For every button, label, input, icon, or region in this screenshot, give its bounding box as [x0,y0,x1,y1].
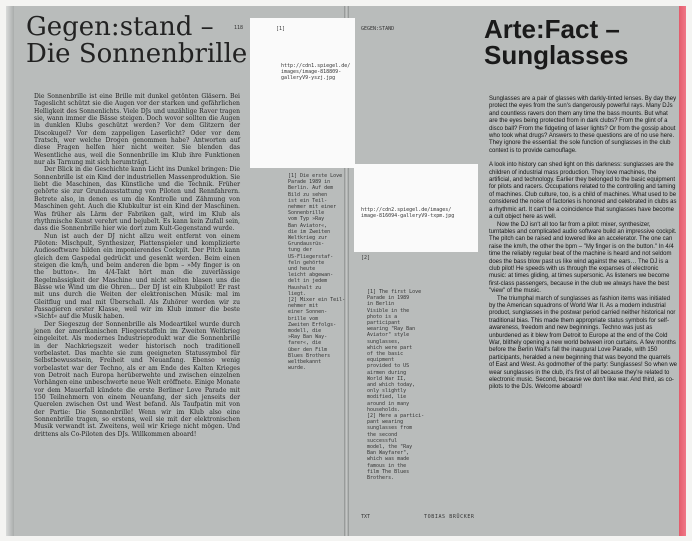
right-paragraph-2: Now the DJ isn't all too far from a pilot: mixer, synthesizer, turntables and complicated audio software build an impressive cockpit. The pitch can be raised and lowered like an accelerator. The one can raise the km/h, the other the bpm – "My finger is on the button." In 4/4 time the reliably regular beat of the machine is heard and not seldom does the bass blow past us like wind against the ears… The DJ is a club pilot! He speeds with us through the expanses of electronic music: at times gliding, at times supersonic. As listeners we become first-class passengers, because in the club we always have the best "view" of the music. [489,221,677,295]
page-number: 118 [234,25,244,31]
left-title [26,14,256,68]
right-title-line1: Arte:Fact – [484,14,620,44]
caption-german: [1] Die erste Love Parade 1989 in Berlin. Auf dem Bild zu sehen ist ein Teil- nehmer mit einer Sonnenbrille vom Typ »Ray Ban Aviator«, die im Zweiten Weltkrieg zur Grundausrüs- tung der US-Fliegerstaf- feln gehörte und heute leicht abgewan- delt in jedem Haushalt zu liegt. [2] Mixer ein Teil- nehmer mit einer Sonnen- brille vom Zweiten Erfolgs- modell, die »Ray Ban Way- farer«, die über den Film Blues Brothers weltbekannt wurde. [288,173,346,372]
right-title [484,16,684,68]
left-body-text [34,93,240,438]
caption-english: [1] The first Love Parade in 1989 in Berlin Visible in the photo is a participant wearing "Ray Ban Aviator" style sunglasses, which were part of the basic equipment provided to US airmen during World War II, and which today, only slightly modified, lie around in many households. [2] Here a partici- pant wearing sunglasses from the second successful model, the "Ray Ban Wayfarer", which was made famous in the film The Blues Brothers. [367,289,425,482]
figure-url-2: http://cdn2.spiegel.de/images/ image-816094-galleryV9-txpm.jpg [361,207,455,220]
left-paragraph-4: Der Siegeszug der Sonnenbrille als Modeartikel wurde durch jenen der amerikanischen Fliegerstaffeln im Zweiten Weltkrieg eingeleitet. Als modernes Industrieprodukt war die Sonnenbrille in der Nachkriegszeit weder historisch noch traditionell vorbelastet. Das machte sie zum geeigneten Statussymbol für Selbstbewusstsein, Freiheit und Neuanfang. Ebenso wenig vorbelastet war der Techno, als er am Ende des Kalten Krieges von Detroit nach Europa herüberwehte und zwischen einzelnen Vorhängen eine unbeschwerte neue Welt eröffnete. Einige Monate vor dem Mauerfall kündete die erste Berliner Love Parade mit 150 Teilnehmern von einem Neuanfang, der sich jenseits der Querelen zwischen Ost und West befand. Als Taufpatin mit von der Partie: Die Sonnenbrille! Wenn wir im Klub also eine Sonnenbrille tragen, so erstens, weil sie mit der elektronischen Musik verwandt ist. Zweitens, weil wir Kriege nicht mögen. Und drittens als Co-Piloten des DJs. Willkommen aboard! [34,320,240,438]
left-title-line2: Die Sonnenbrille [26,39,248,69]
figure-url-1: http://cdn1.spiegel.de/ images/image-818809- galleryV9-yszj.jpg [281,63,351,82]
figure-marker-1: [1] [276,26,286,32]
section-label: GEGEN:STAND [361,26,395,32]
left-paragraph-3: Nun ist auch der DJ nicht allzu weit entfernt von einem Piloten: Mischpult, Synthesizer, Plattenspieler und komplizierte Audiosoftware bilden ein imponierendes Cockpit. Der Pitch kann gleich dem Gaspedal gedrückt und gesenkt werden. Beim einen steigen die km/h, und beim anderen die bpm – »My finger is on the button«. Im 4/4-Takt hört man die zuverlässige Regelmässigkeit der Maschine und nicht selten blasen uns die Bässe wie Wind um die Ohren… Der DJ ist ein Klubpilot! Er rast mit uns durch die Weiten der elektronischen Musik: mal im Gleitflug und mal mit Überschall. Als Zuhörer werden wir zu Passagieren erster Klasse, weil wir im Klub immer die beste »Sicht« auf die Musik haben. [34,232,240,321]
left-paragraph-1: Die Sonnenbrille ist eine Brille mit dunkel getönten Gläsern. Bei Tageslicht schützt sie die Augen vor der starken und gefährlichen Helligkeit des Sonnenlichts. Viele DJs und unzählige Raver tragen sie, wann immer die Bässe steigen. Doch wovor sollten die Augen in dunklen Klubs geschützt werden? Vor dem Glitzern der Discokugel? Vor dem zappeligen Laserlicht? Oder vor dem Tratsch, wer welche Drogen genommen habe? Antworten auf diese Fragen helfen hier nicht weiter. Sie blenden das Wesentliche aus, weil die Sonnenbrille im Klub ihre Funktionen nur als Tarnung mit sich herumträgt. [34,93,240,167]
figure-placeholder-1 [250,18,355,168]
footer-author: TOBIAS BRÜCKER [424,514,475,520]
right-paragraph-3: The triumphal march of sunglasses as fashion items was initiated by the American squadrons of World War II. As a modern industrial product, sunglasses in the postwar period carried neither historical nor traditional bias. This made them appropriate status symbols for self-awareness, freedom and new beginnings. Techno was just as unburdened as it blew from Detroit to Europe at the end of the Cold War, blithely opening a new world between iron curtains. A few months before the Berlin Wall's fall the inaugural Love Parade, with 150 participants, heralded a new beginning that was beyond the quarrels of East and West. As godmother of the party: Sunglasses! So when we wear sunglasses in the club, it's first of all because they're related to electronic music. Second, because we don't like war. And third, as co-pilots to the DJs. Welcome aboard! [489,295,677,391]
right-title-line2: Sunglasses [484,40,629,70]
footer-label: TXT [361,514,371,520]
left-page-edge [6,6,14,536]
right-body-text [489,96,677,392]
left-title-line1: Gegen:stand – [26,12,214,42]
left-paragraph-2: Der Blick in die Geschichte kann Licht ins Dunkel bringen: Die Sonnenbrille ist ein Kind der industriellen Massenproduktion. Sie liebt die Maschinen, das Künstliche und die Technik. Früher gehörte sie zur Grundausstattung von Piloten und Rennfahrern. Betrete also, in denen es um die Kontrolle und Zähmung von Maschinen geht. Auch die Klubkultur ist ein Kind der Maschinen. Was früher als Lärm der Fabriken galt, wird im Klub als rhythmische Kunst verehrt und bejubelt. Es kann kein Zufall sein, dass die Sonnenbrille hier wie dort zum Kult-Gegenstand wurde. [34,166,240,233]
figure-marker-2: [2] [361,255,371,261]
book-spread [6,6,686,536]
right-lead-paragraph: Sunglasses are a pair of glasses with darkly-tinted lenses. By day they protect the eyes from the sun's dangerously powerful rays. Many DJs and countless ravers don them any time the bass mounts. But what are the eyes being protected from in dark clubs? From the glint of a disco ball? From the fidgeting of laser lights? Or from the gossip about who took what drugs? Answers to these questions are of no use here. They ignore the essential: the sole function of sunglasses in the club context is to provide camouflage. [489,96,677,154]
right-page-edge [679,6,686,536]
right-paragraph-1: A look into history can shed light on this darkness: sunglasses are the children of industrial mass production. They love machines, the artificial, and technology. Earlier they belonged to the basic equipment for pilots and racers. Occupations related to the controlling and taming of machines. Club culture, too, is a child of machines. What used to be considered the noise of factories is honored and celebrated in clubs as a rhythmic art. It can't be a coincidence that sunglasses have become a cult object here as well. [489,162,677,221]
